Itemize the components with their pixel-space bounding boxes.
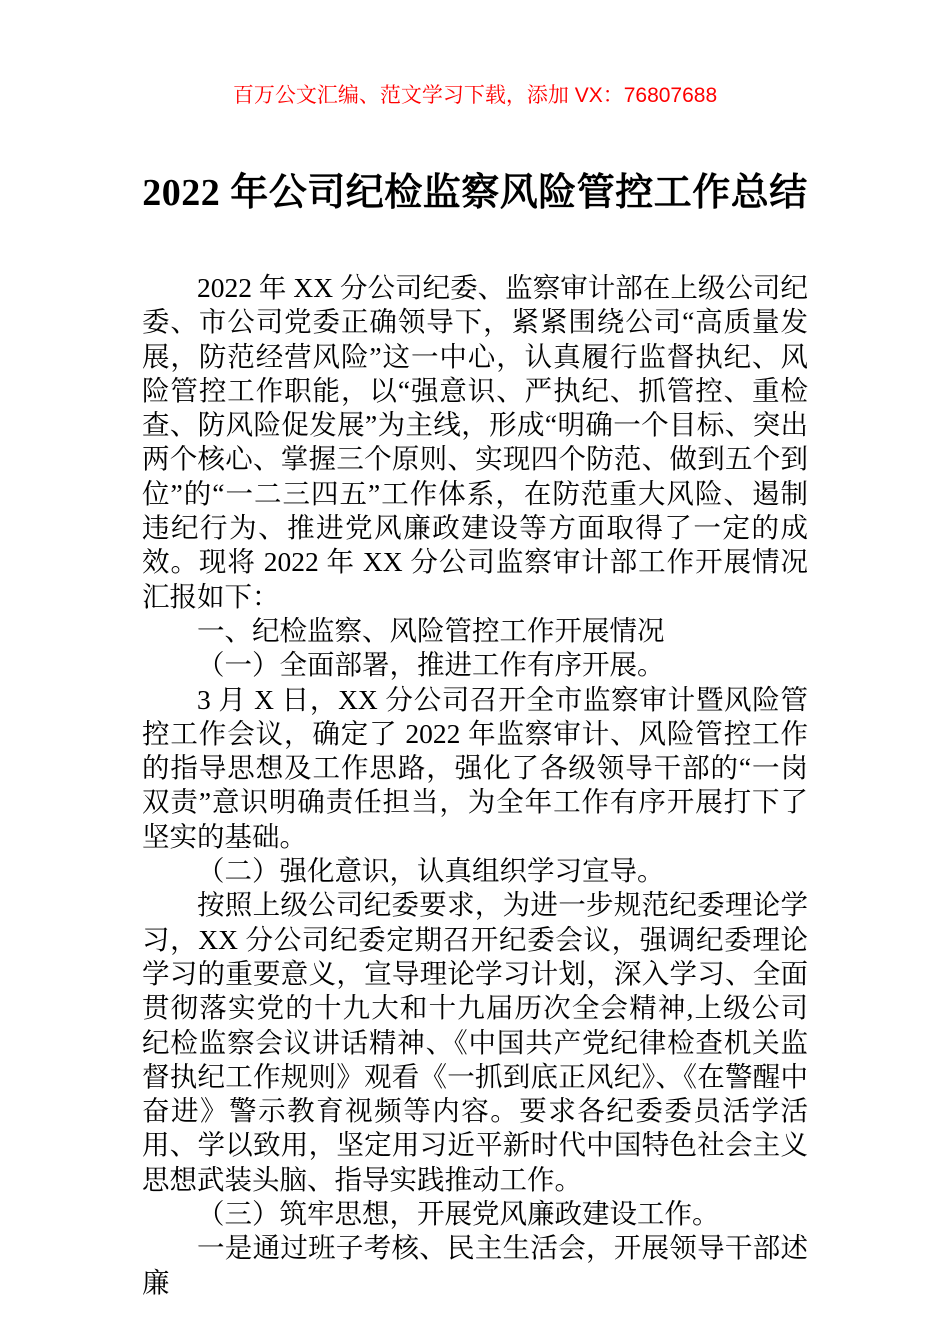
paragraph-body-1-1: 3 月 X 日，XX 分公司召开全市监察审计暨风险管控工作会议，确定了 2022 年监察审计、风险管控工作的指导思想及工作思路，强化了各级领导干部的“一岗双责”意识明确责任担当，为全年工作有序开展打下了坚实的基础。 [142, 683, 808, 852]
promo-banner-text: 百万公文汇编、范文学习下载，添加 VX：76807688 [232, 84, 718, 107]
paragraph-body-1-2: 按照上级公司纪委要求，为进一步规范纪委理论学习，XX 分公司纪委定期召开纪委会议，强调纪委理论学习的重要意义，宣导理论学习计划，深入学习、全面贯彻落实党的十九大和十九届历次全会精神,上级公司纪检监察会议讲话精神、《中国共产党纪律检查机关监督执纪工作规则》观看《一抓到底正风纪》、《在警醒中奋进》警示教育视频等内容。要求各纪委委员活学活用、学以致用，坚定用习近平新时代中国特色社会主义思想武装头脑、指导实践推动工作。 [142, 889, 808, 1195]
paragraph-body-1-3: 一是通过班子考核、民主生活会，开展领导干部述廉 [142, 1232, 808, 1298]
subsection-heading-1-1: （一）全面部署，推进工作有序开展。 [197, 649, 665, 681]
section-heading-1: 一、纪检监察、风险管控工作开展情况 [197, 614, 665, 646]
promo-banner [0, 82, 950, 109]
paragraph-intro: 2022 年 XX 分公司纪委、监察审计部在上级公司纪委、市公司党委正确领导下，紧紧围绕公司“高质量发展，防范经营风险”这一中心，认真履行监督执纪、风险管控工作职能，以“强意识、严执纪、抓管控、重检查、防风险促发展”为主线，形成“明确一个目标、突出两个核心、掌握三个原则、实现四个防范、做到五个到位”的“一二三四五”工作体系，在防范重大风险、遏制违纪行为、推进党风廉政建设等方面取得了一定的成效。现将 2022 年 XX 分公司监察审计部工作开展情况汇报如下： [142, 272, 808, 612]
subsection-heading-1-3: （三）筑牢思想，开展党风廉政建设工作。 [197, 1198, 720, 1230]
document-title: 2022 年公司纪检监察风险管控工作总结 [142, 172, 808, 214]
subsection-heading-1-2: （二）强化意识，认真组织学习宣导。 [197, 855, 665, 887]
document-body [142, 271, 808, 1300]
